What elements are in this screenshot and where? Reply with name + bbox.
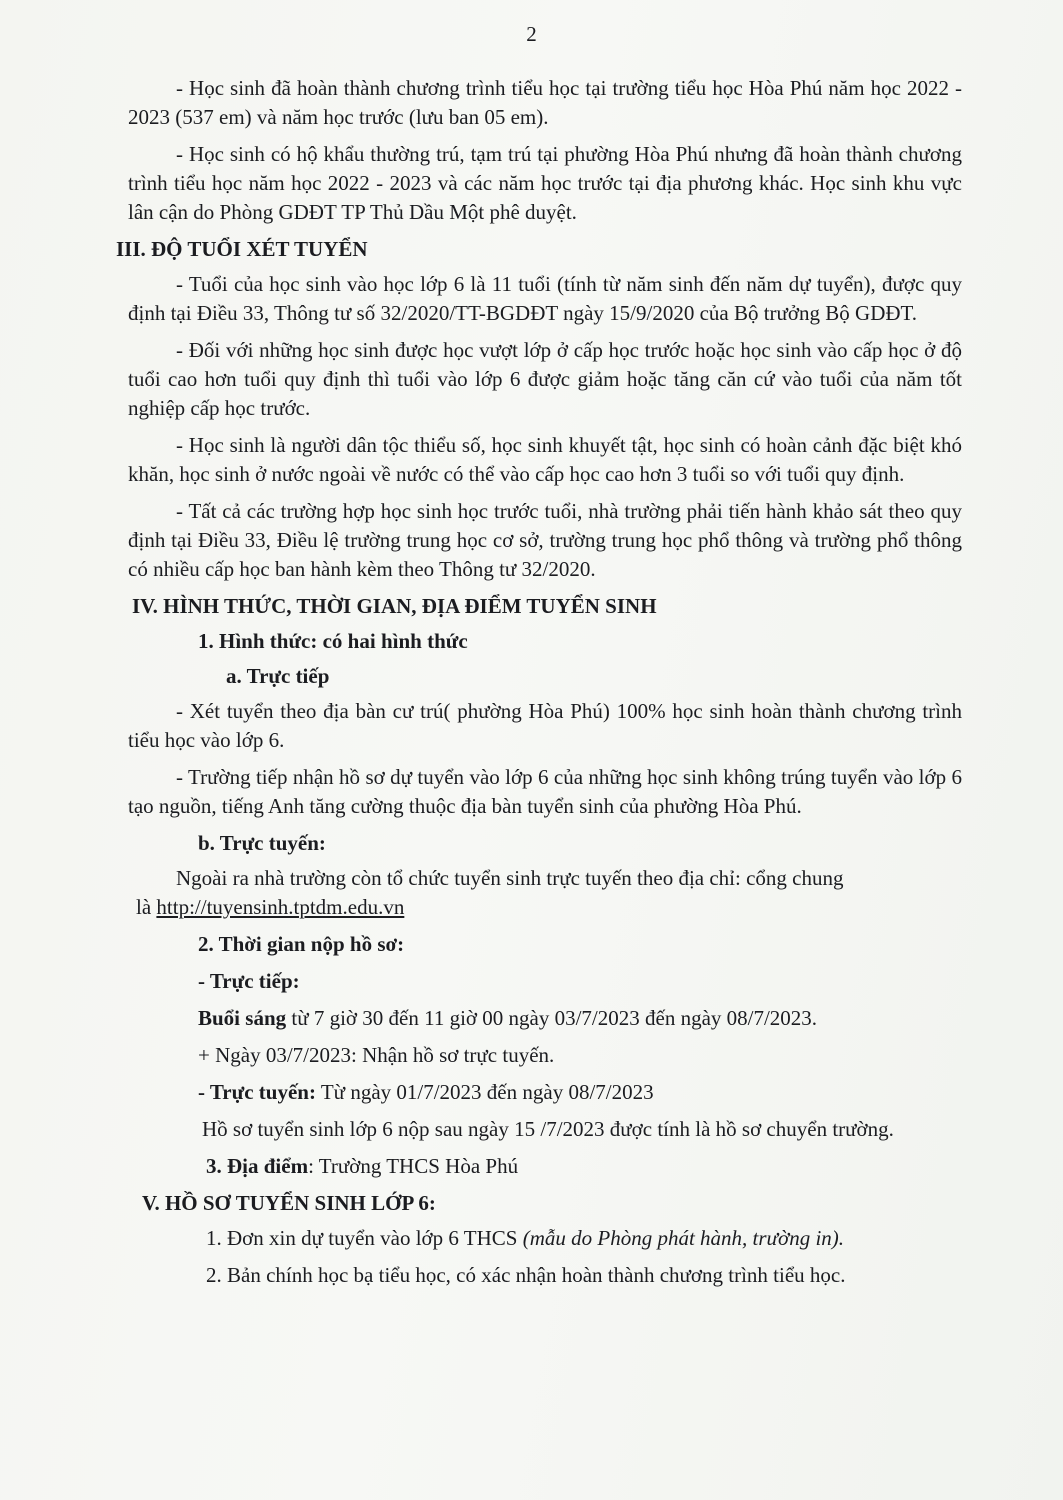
- paragraph-age-adjust: - Đối với những học sinh được học vượt lớp ở cấp học trước hoặc học sinh vào cấp học ở độ tuổi cao hơn tuổi quy định thì tuổi vào lớp 6 được giảm hoặc tăng căn cứ vào tuổi của năm tốt nghiệp cấp học trước.: [128, 338, 962, 420]
- portal-link[interactable]: http://tuyensinh.tptdm.edu.vn: [156, 895, 405, 919]
- paragraph-late-submission: Hồ sơ tuyển sinh lớp 6 nộp sau ngày 15 /7/2023 được tính là hồ sơ chuyển trường.: [202, 1117, 894, 1141]
- subheading-online: b. Trực tuyến:: [198, 831, 326, 855]
- online-portal-text: Ngoài ra nhà trường còn tổ chức tuyển sinh trực tuyến theo địa chỉ: cổng chung: [176, 866, 844, 890]
- online-label: - Trực tuyến:: [198, 1080, 316, 1104]
- portal-link-prefix: là: [136, 895, 157, 919]
- paragraph-residence-admission: - Xét tuyển theo địa bàn cư trú( phường Hòa Phú) 100% học sinh hoàn thành chương trình tiểu học vào lớp 6.: [128, 699, 962, 752]
- morning-label: Buổi sáng: [198, 1006, 287, 1030]
- document-item-2: 2. Bản chính học bạ tiểu học, có xác nhận hoàn thành chương trình tiểu học.: [206, 1263, 846, 1287]
- paragraph-online-portal: [128, 864, 962, 893]
- page-number: 2: [526, 22, 537, 46]
- paragraph-age-11: - Tuổi của học sinh vào học lớp 6 là 11 tuổi (tính từ năm sinh đến năm dự tuyển), được quy định tại Điều 33, Thông tư số 32/2020/TT-BGDĐT ngày 15/9/2020 của Bộ trưởng Bộ GDĐT.: [128, 272, 962, 325]
- heading-age: III. ĐỘ TUỔI XÉT TUYỂN: [116, 237, 368, 261]
- location-label: 3. Địa điểm: [206, 1154, 309, 1178]
- paragraph-online-day: + Ngày 03/7/2023: Nhận hồ sơ trực tuyến.: [198, 1043, 555, 1067]
- paragraph-portal-link: [136, 893, 962, 922]
- subheading-direct: a. Trực tiếp: [226, 664, 330, 688]
- label-direct: - Trực tiếp:: [198, 969, 300, 993]
- paragraph-graduated-students: - Học sinh đã hoàn thành chương trình tiểu học tại trường tiểu học Hòa Phú năm học 2022 - 2023 (537 em) và năm học trước (lưu ban 05 em).: [128, 76, 962, 129]
- heading-documents: V. HỒ SƠ TUYỂN SINH LỚP 6:: [142, 1191, 436, 1215]
- paragraph-residents: - Học sinh có hộ khẩu thường trú, tạm trú tại phường Hòa Phú nhưng đã hoàn thành chương trình tiểu học năm học 2022 - 2023 và các năm học trước tại địa phương khác. Học sinh khu vực lân cận do Phòng GDĐT TP Thủ Dầu Một phê duyệt.: [128, 142, 962, 224]
- document-item-1-text: 1. Đơn xin dự tuyển vào lớp 6 THCS: [206, 1226, 523, 1250]
- document-body: [116, 74, 962, 1298]
- subheading-submission-time: 2. Thời gian nộp hồ sơ:: [198, 932, 405, 956]
- paragraph-other-applications: - Trường tiếp nhận hồ sơ dự tuyển vào lớp 6 của những học sinh không trúng tuyển vào lớp 6 tạo nguồn, tiếng Anh tăng cường thuộc địa bàn tuyển sinh của phường Hòa Phú.: [128, 765, 962, 818]
- paragraph-special-cases: - Học sinh là người dân tộc thiểu số, học sinh khuyết tật, học sinh có hoàn cảnh đặc biệt khó khăn, học sinh ở nước ngoài về nước có thể vào cấp học cao hơn 3 tuổi so với tuổi quy định.: [128, 433, 962, 486]
- paragraph-early-students: - Tất cả các trường hợp học sinh học trước tuổi, nhà trường phải tiến hành khảo sát theo quy định tại Điều 33, Điều lệ trường trung học cơ sở, trường trung học phổ thông và trường phổ thông có nhiều cấp học ban hành kèm theo Thông tư 32/2020.: [128, 499, 962, 581]
- location-text: : Trường THCS Hòa Phú: [308, 1154, 519, 1178]
- paragraph-morning: [198, 1004, 962, 1033]
- document-item-1-note: (mẫu do Phòng phát hành, trường in).: [522, 1226, 845, 1250]
- subheading-forms: 1. Hình thức: có hai hình thức: [198, 629, 468, 653]
- paragraph-location: [206, 1152, 962, 1181]
- paragraph-online-period: [198, 1078, 962, 1107]
- document-item-1: [206, 1224, 962, 1253]
- online-text: Từ ngày 01/7/2023 đến ngày 08/7/2023: [315, 1080, 654, 1104]
- heading-admission-form: IV. HÌNH THỨC, THỜI GIAN, ĐỊA ĐIỂM TUYỂN SINH: [132, 594, 657, 618]
- morning-text: từ 7 giờ 30 đến 11 giờ 00 ngày 03/7/2023 đến ngày 08/7/2023.: [286, 1006, 818, 1030]
